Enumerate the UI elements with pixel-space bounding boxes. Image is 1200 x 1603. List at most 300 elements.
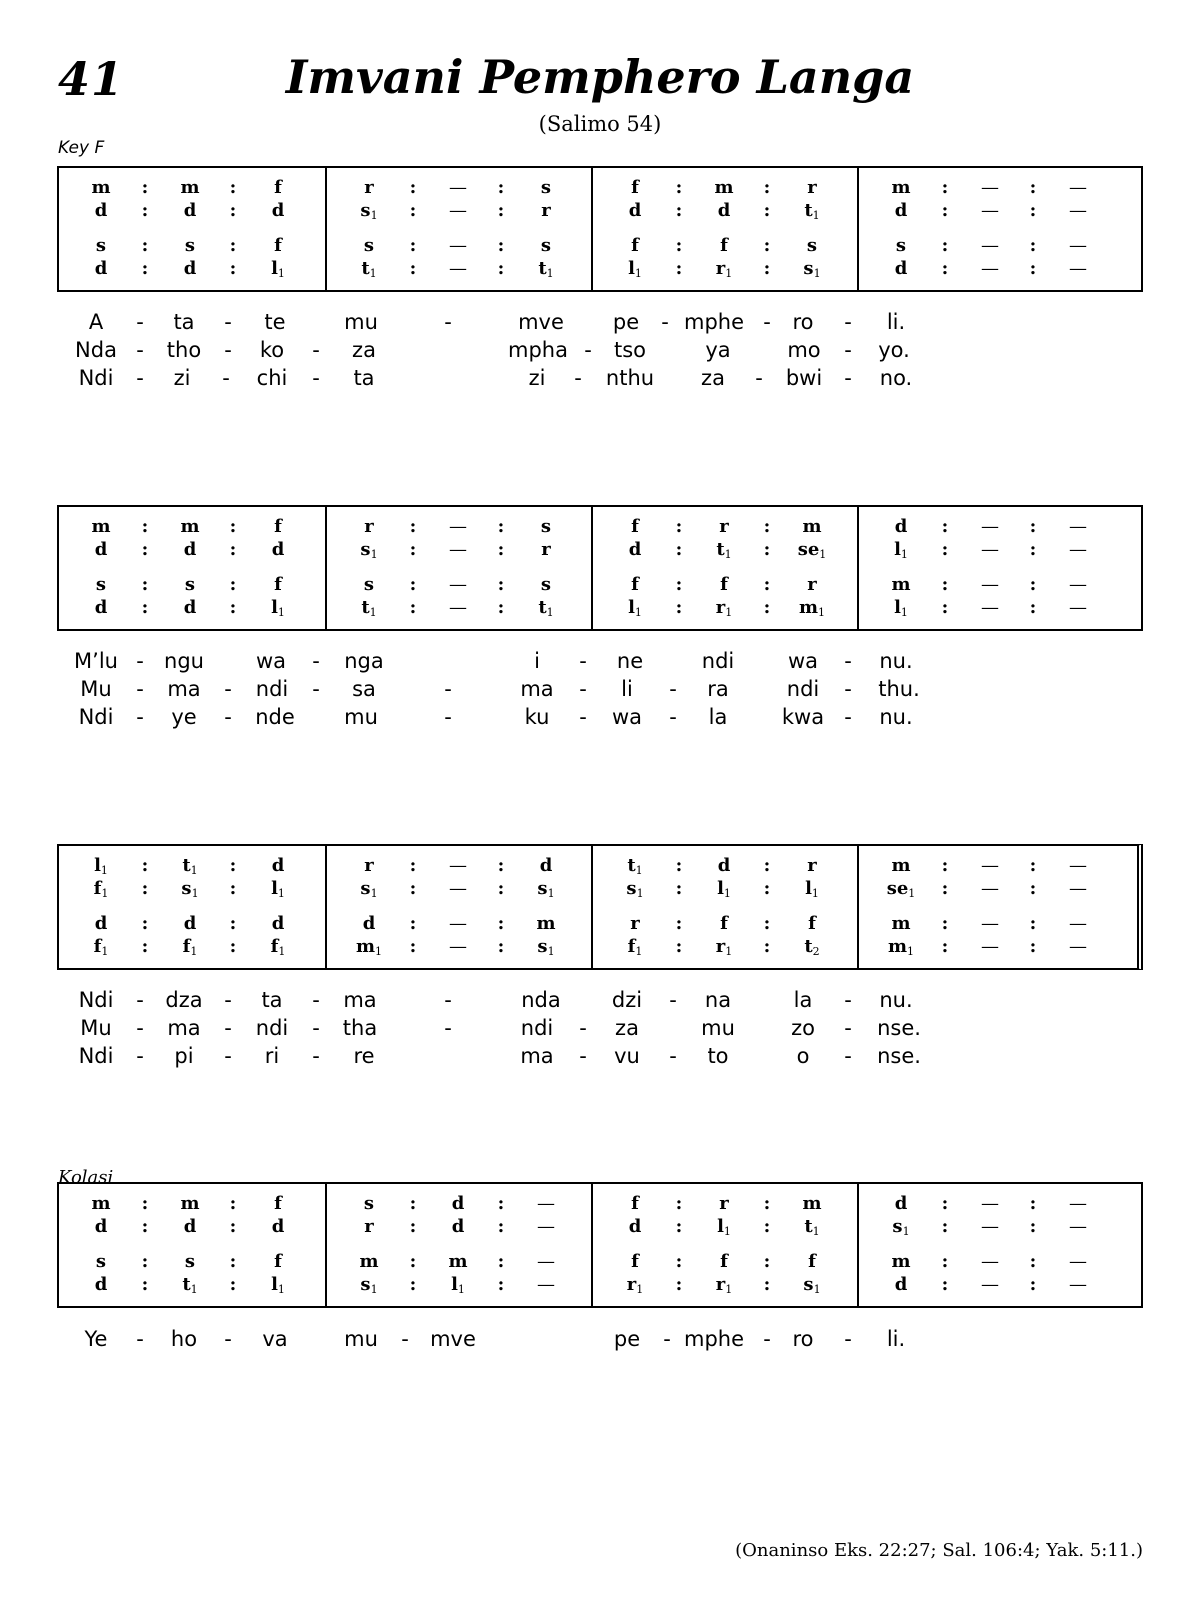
beat-separator: : — [409, 200, 417, 221]
solfa-note: f — [720, 913, 728, 934]
lyric-syllable: la — [708, 705, 728, 729]
solfa-note: d — [628, 1216, 642, 1237]
syllable-hyphen: - — [312, 1044, 320, 1068]
lyric-syllable: ta — [353, 366, 375, 390]
voice-row — [593, 855, 859, 879]
hold-dash: — — [981, 177, 999, 198]
solfa-note: m — [802, 1193, 822, 1214]
voice-row — [859, 936, 1125, 960]
solfa-note: s — [540, 574, 552, 595]
solfa-note: d — [271, 200, 285, 221]
beat-separator: : — [763, 235, 771, 256]
lyric-syllable: ya — [705, 338, 731, 362]
syllable-hyphen: - — [669, 988, 677, 1012]
hold-dash: — — [449, 855, 467, 876]
hold-dash: — — [1069, 235, 1087, 256]
beat-separator: : — [141, 855, 149, 876]
syllable-hyphen: - — [661, 310, 669, 334]
voice-row — [859, 177, 1125, 201]
voice-row — [327, 597, 593, 621]
solfa-note: m — [891, 913, 911, 934]
syllable-hyphen: - — [224, 1016, 232, 1040]
solfa-note: s — [184, 574, 196, 595]
syllable-hyphen: - — [312, 988, 320, 1012]
solfa-note: m — [891, 574, 911, 595]
solfa-note: s — [363, 574, 375, 595]
beat-separator: : — [141, 516, 149, 537]
solfa-note: $l_1$ — [805, 878, 819, 900]
voice-row — [327, 1216, 593, 1240]
solfa-note: d — [94, 258, 108, 279]
hold-dash: — — [1069, 878, 1087, 899]
beat-separator: : — [763, 913, 771, 934]
solfa-note: s — [540, 516, 552, 537]
lyric-syllable: za — [701, 366, 725, 390]
solfa-note: r — [807, 855, 817, 876]
syllable-hyphen: - — [136, 1016, 144, 1040]
solfa-note: $f_1$ — [182, 936, 198, 958]
beat-separator: : — [409, 574, 417, 595]
beat-separator: : — [141, 597, 149, 618]
beat-separator: : — [675, 1251, 683, 1272]
solfa-note: r — [541, 200, 551, 221]
solfa-note: d — [94, 1216, 108, 1237]
solfa-note: f — [720, 574, 728, 595]
lyric-syllable: mu — [701, 1016, 735, 1040]
beat-separator: : — [941, 913, 949, 934]
syllable-hyphen: - — [136, 366, 144, 390]
voice-row — [859, 574, 1125, 598]
music-system — [57, 166, 1143, 292]
hold-dash: — — [449, 936, 467, 957]
solfa-note: d — [894, 516, 908, 537]
hold-dash: — — [1069, 936, 1087, 957]
beat-separator: : — [409, 913, 417, 934]
beat-separator: : — [941, 936, 949, 957]
beat-separator: : — [675, 258, 683, 279]
solfa-note: $l_1$ — [451, 1274, 465, 1296]
syllable-hyphen: - — [312, 677, 320, 701]
hymn-number: 41 — [58, 52, 125, 106]
lyric-syllable: zo — [791, 1016, 815, 1040]
lyric-syllable: za — [615, 1016, 639, 1040]
beat-separator: : — [229, 855, 237, 876]
solfa-note: r — [719, 1193, 729, 1214]
beat-separator: : — [941, 235, 949, 256]
voice-row — [327, 574, 593, 598]
solfa-note: $l_1$ — [717, 1216, 731, 1238]
lyric-line — [0, 1044, 1200, 1072]
beat-separator: : — [141, 200, 149, 221]
solfa-note: r — [364, 177, 374, 198]
syllable-hyphen: - — [844, 649, 852, 673]
solfa-note: $s_1$ — [892, 1216, 910, 1238]
measure — [325, 846, 593, 968]
lyric-syllable: li — [621, 677, 633, 701]
beat-separator: : — [409, 878, 417, 899]
lyric-syllable: wa — [611, 705, 643, 729]
solfa-note: d — [894, 200, 908, 221]
solfa-note: d — [271, 539, 285, 560]
solfa-note: d — [94, 1274, 108, 1295]
lyric-line — [0, 1016, 1200, 1044]
lyric-syllable: mu — [344, 705, 378, 729]
beat-separator: : — [941, 200, 949, 221]
beat-separator: : — [763, 516, 771, 537]
measure — [591, 507, 859, 629]
hold-dash: — — [981, 597, 999, 618]
syllable-hyphen: - — [444, 310, 452, 334]
voice-row — [59, 1251, 325, 1275]
lyric-syllable: la — [793, 988, 813, 1012]
solfa-note: $t_1$ — [361, 258, 377, 280]
solfa-note: s — [895, 235, 907, 256]
measure — [325, 1184, 593, 1306]
beat-separator: : — [409, 855, 417, 876]
solfa-note: $l_1$ — [271, 597, 285, 619]
lyric-syllable: ndi — [520, 1016, 554, 1040]
hold-dash: — — [449, 516, 467, 537]
solfa-note: d — [94, 913, 108, 934]
measure — [59, 507, 325, 629]
solfa-note: d — [451, 1216, 465, 1237]
solfa-note: d — [183, 913, 197, 934]
voice-row — [59, 177, 325, 201]
lyric-syllable: nu. — [879, 988, 913, 1012]
beat-separator: : — [941, 177, 949, 198]
music-system — [57, 1182, 1143, 1308]
lyric-syllable: mo — [787, 338, 821, 362]
solfa-note: d — [183, 258, 197, 279]
solfa-note: f — [808, 913, 816, 934]
lyric-line — [0, 366, 1200, 394]
beat-separator: : — [675, 1274, 683, 1295]
solfa-note: $t_1$ — [804, 200, 820, 222]
lyric-syllable: pe — [613, 1327, 641, 1351]
beat-separator: : — [675, 1216, 683, 1237]
lyric-syllable: mve — [430, 1327, 476, 1351]
voice-row — [59, 913, 325, 937]
voice-row — [593, 1216, 859, 1240]
hold-dash: — — [981, 878, 999, 899]
solfa-note: d — [894, 1193, 908, 1214]
solfa-note: d — [94, 200, 108, 221]
beat-separator: : — [141, 539, 149, 560]
solfa-note: d — [183, 597, 197, 618]
syllable-hyphen: - — [579, 1044, 587, 1068]
voice-row — [593, 258, 859, 282]
beat-separator: : — [941, 574, 949, 595]
voice-row — [59, 855, 325, 879]
solfa-note: $s_1$ — [181, 878, 199, 900]
solfa-note: $f_1$ — [93, 936, 109, 958]
lyric-syllable: Nda — [75, 338, 117, 362]
hold-dash: — — [537, 1216, 555, 1237]
measure — [857, 168, 1125, 290]
hold-dash: — — [449, 200, 467, 221]
beat-separator: : — [941, 1193, 949, 1214]
beat-separator: : — [409, 597, 417, 618]
beat-separator: : — [763, 1274, 771, 1295]
solfa-note: $s_1$ — [537, 878, 555, 900]
lyric-syllable: Ndi — [78, 705, 114, 729]
syllable-hyphen: - — [844, 310, 852, 334]
solfa-note: s — [363, 235, 375, 256]
beat-separator: : — [409, 516, 417, 537]
solfa-note: f — [631, 516, 639, 537]
beat-separator: : — [409, 1193, 417, 1214]
lyric-syllable: nde — [255, 705, 295, 729]
solfa-note: d — [94, 597, 108, 618]
voice-row — [59, 574, 325, 598]
beat-separator: : — [675, 177, 683, 198]
syllable-hyphen: - — [224, 705, 232, 729]
voice-row — [593, 200, 859, 224]
beat-separator: : — [1029, 1274, 1037, 1295]
solfa-note: f — [274, 235, 282, 256]
lyric-syllable: bwi — [785, 366, 823, 390]
lyric-syllable: Ndi — [78, 988, 114, 1012]
lyric-syllable: to — [707, 1044, 729, 1068]
hold-dash: — — [1069, 1274, 1087, 1295]
voice-row — [593, 1251, 859, 1275]
syllable-hyphen: - — [136, 310, 144, 334]
syllable-hyphen: - — [844, 988, 852, 1012]
solfa-note: r — [719, 516, 729, 537]
voice-row — [859, 235, 1125, 259]
solfa-note: f — [274, 1193, 282, 1214]
beat-separator: : — [409, 177, 417, 198]
syllable-hyphen: - — [669, 1044, 677, 1068]
beat-separator: : — [497, 574, 505, 595]
solfa-note: $l_1$ — [271, 258, 285, 280]
syllable-hyphen: - — [136, 649, 144, 673]
lyric-line — [0, 310, 1200, 338]
voice-row — [593, 597, 859, 621]
solfa-note: d — [628, 200, 642, 221]
solfa-note: m — [359, 1251, 379, 1272]
syllable-hyphen: - — [224, 988, 232, 1012]
lyric-syllable: i — [534, 649, 540, 673]
voice-row — [327, 913, 593, 937]
chorus-label: Kolasi — [58, 1167, 114, 1188]
hold-dash: — — [1069, 177, 1087, 198]
lyric-line — [0, 649, 1200, 677]
measure — [857, 507, 1125, 629]
beat-separator: : — [497, 235, 505, 256]
hold-dash: — — [1069, 200, 1087, 221]
hold-dash: — — [449, 913, 467, 934]
solfa-note: r — [630, 913, 640, 934]
lyric-syllable: M’lu — [74, 649, 118, 673]
lyric-syllable: ho — [170, 1327, 198, 1351]
beat-separator: : — [763, 539, 771, 560]
syllable-hyphen: - — [312, 1016, 320, 1040]
voice-row — [593, 177, 859, 201]
syllable-hyphen: - — [444, 1016, 452, 1040]
measure — [325, 507, 593, 629]
beat-separator: : — [1029, 516, 1037, 537]
solfa-note: $r_1$ — [626, 1274, 644, 1296]
solfa-note: m — [714, 177, 734, 198]
solfa-note: $l_1$ — [271, 878, 285, 900]
beat-separator: : — [229, 878, 237, 899]
syllable-hyphen: - — [574, 366, 582, 390]
beat-separator: : — [497, 516, 505, 537]
solfa-note: f — [274, 177, 282, 198]
syllable-hyphen: - — [669, 705, 677, 729]
lyric-syllable: mve — [518, 310, 564, 334]
voice-row — [327, 539, 593, 563]
solfa-note: d — [271, 913, 285, 934]
beat-separator: : — [1029, 913, 1037, 934]
beat-separator: : — [763, 177, 771, 198]
lyric-syllable: ri — [264, 1044, 280, 1068]
syllable-hyphen: - — [444, 677, 452, 701]
lyric-syllable: li. — [886, 1327, 906, 1351]
lyric-syllable: ma — [167, 677, 201, 701]
voice-row — [859, 878, 1125, 902]
lyric-syllable: dza — [165, 988, 203, 1012]
lyric-syllable: ndi — [701, 649, 735, 673]
lyric-syllable: mu — [344, 310, 378, 334]
lyric-syllable: Mu — [80, 677, 112, 701]
music-system — [57, 505, 1143, 631]
voice-row — [859, 539, 1125, 563]
hold-dash: — — [981, 574, 999, 595]
measure — [857, 1184, 1125, 1306]
beat-separator: : — [941, 258, 949, 279]
solfa-note: s — [540, 177, 552, 198]
hold-dash: — — [537, 1251, 555, 1272]
solfa-note: $l_1$ — [717, 878, 731, 900]
beat-separator: : — [409, 1216, 417, 1237]
solfa-note: s — [95, 1251, 107, 1272]
solfa-note: $s_1$ — [803, 1274, 821, 1296]
beat-separator: : — [763, 574, 771, 595]
lyric-syllable: ro — [792, 310, 814, 334]
lyric-syllable: mphe — [683, 310, 745, 334]
voice-row — [593, 539, 859, 563]
solfa-note: $r_1$ — [715, 258, 733, 280]
solfa-note: $s_1$ — [537, 936, 555, 958]
beat-separator: : — [229, 936, 237, 957]
lyric-line — [0, 1327, 1200, 1355]
syllable-hyphen: - — [224, 310, 232, 334]
solfa-note: d — [539, 855, 553, 876]
voice-row — [859, 1216, 1125, 1240]
solfa-note: m — [91, 1193, 111, 1214]
syllable-hyphen: - — [312, 338, 320, 362]
solfa-note: m — [180, 177, 200, 198]
voice-row — [593, 574, 859, 598]
voice-row — [59, 1216, 325, 1240]
measure — [857, 846, 1125, 968]
voice-row — [59, 1274, 325, 1298]
syllable-hyphen: - — [579, 649, 587, 673]
solfa-note: $t_1$ — [716, 539, 732, 561]
beat-separator: : — [229, 1274, 237, 1295]
lyric-line — [0, 677, 1200, 705]
voice-row — [859, 913, 1125, 937]
beat-separator: : — [497, 177, 505, 198]
hold-dash: — — [981, 258, 999, 279]
lyric-syllable: Ye — [84, 1327, 108, 1351]
beat-separator: : — [229, 1193, 237, 1214]
solfa-note: f — [631, 1251, 639, 1272]
solfa-note: d — [894, 1274, 908, 1295]
solfa-note: d — [271, 1216, 285, 1237]
solfa-note: $se_1$ — [886, 878, 916, 900]
solfa-note: m — [891, 855, 911, 876]
lyric-syllable: te — [264, 310, 286, 334]
solfa-note: $l_1$ — [894, 539, 908, 561]
measure — [59, 168, 325, 290]
syllable-hyphen: - — [136, 988, 144, 1012]
voice-row — [859, 200, 1125, 224]
measure — [591, 168, 859, 290]
solfa-note: s — [95, 574, 107, 595]
solfa-note: $s_1$ — [803, 258, 821, 280]
syllable-hyphen: - — [312, 366, 320, 390]
voice-row — [59, 539, 325, 563]
lyric-syllable: A — [88, 310, 104, 334]
solfa-note: d — [628, 539, 642, 560]
solfa-note: $l_1$ — [628, 597, 642, 619]
solfa-note: d — [894, 258, 908, 279]
beat-separator: : — [1029, 855, 1037, 876]
beat-separator: : — [141, 235, 149, 256]
lyric-syllable: ndi — [786, 677, 820, 701]
voice-row — [327, 936, 593, 960]
solfa-note: m — [448, 1251, 468, 1272]
lyric-syllable: za — [352, 338, 376, 362]
solfa-note: m — [180, 516, 200, 537]
beat-separator: : — [229, 516, 237, 537]
beat-separator: : — [229, 597, 237, 618]
hold-dash: — — [1069, 1251, 1087, 1272]
voice-row — [59, 597, 325, 621]
voice-row — [59, 258, 325, 282]
beat-separator: : — [409, 1274, 417, 1295]
hold-dash: — — [1069, 539, 1087, 560]
syllable-hyphen: - — [224, 1327, 232, 1351]
measure — [591, 846, 859, 968]
beat-separator: : — [1029, 1216, 1037, 1237]
syllable-hyphen: - — [844, 677, 852, 701]
solfa-note: $se_1$ — [797, 539, 827, 561]
lyric-syllable: ma — [343, 988, 377, 1012]
solfa-note: $s_1$ — [360, 200, 378, 222]
voice-row — [859, 855, 1125, 879]
beat-separator: : — [229, 574, 237, 595]
voice-row — [593, 1274, 859, 1298]
solfa-note: $l_1$ — [271, 1274, 285, 1296]
voice-row — [593, 913, 859, 937]
beat-separator: : — [497, 936, 505, 957]
voice-row — [59, 878, 325, 902]
beat-separator: : — [675, 235, 683, 256]
solfa-note: $l_1$ — [628, 258, 642, 280]
hold-dash: — — [981, 235, 999, 256]
hold-dash: — — [1069, 913, 1087, 934]
voice-row — [59, 1193, 325, 1217]
solfa-note: $r_1$ — [715, 1274, 733, 1296]
lyric-syllable: o — [796, 1044, 810, 1068]
beat-separator: : — [141, 258, 149, 279]
beat-separator: : — [675, 539, 683, 560]
beat-separator: : — [409, 539, 417, 560]
